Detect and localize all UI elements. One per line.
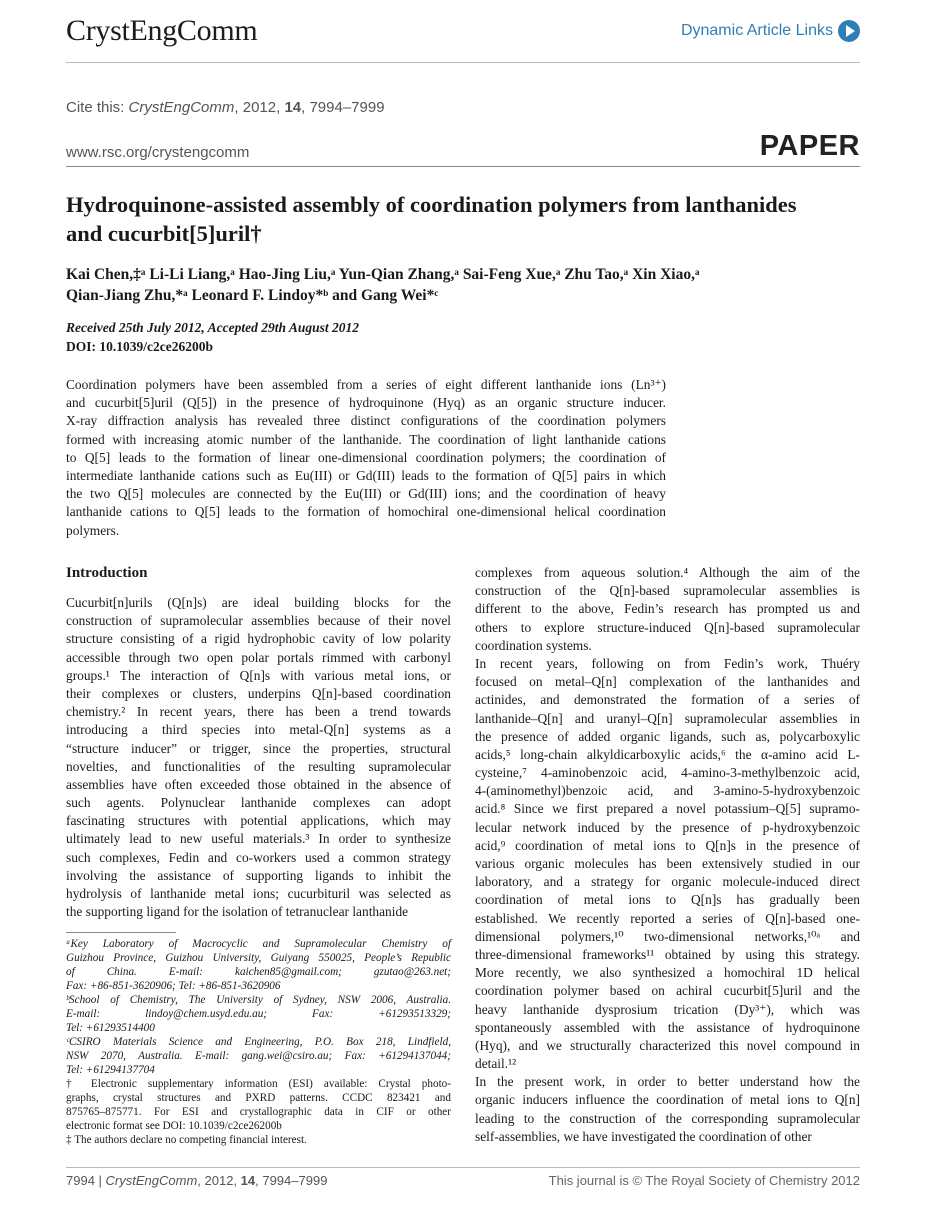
footnote-line: electronic format see DOI: 10.1039/c2ce26200b [66,1120,282,1132]
footnote-line: ‡ The authors declare no competing financial interest. [66,1134,307,1146]
body-line: three-dimensional frameworks¹¹ obtained by using this strategy. [475,946,860,962]
abstract-line: intermediate lanthanide cations such as Eu(III) or Gd(III) leads to the formation of Q[5] pairs in which [66,468,666,484]
footnote-line: Guizhou Province, Guizhou University, Guiyang 550025, People’s Republic [66,952,451,964]
body-line: More recently, we also synthesized a homochiral 1D helical [475,965,860,981]
body-line: cysteine,⁷ 4-aminobenzoic acid, 4-amino-3-methylbenzoic acid, [475,765,860,781]
title-line-2: and cucurbit[5]uril† [66,221,262,246]
body-line: heavy lanthanide dysprosium trication (Dy³⁺), which was [475,1001,860,1017]
footer-copyright: This journal is © The Royal Society of Chemistry 2012 [548,1173,860,1188]
footer-citation [66,1173,327,1188]
footer-journal: CrystEngComm [105,1173,198,1188]
cite-prefix: Cite this: [66,99,129,116]
received-dates: Received 25th July 2012, Accepted 29th August 2012 [66,320,359,335]
body-line: coordination systems. [475,637,592,653]
footnote-line: Tel: +61294137704 [66,1064,155,1076]
footnote-line: 875765–875771. For ESI and crystallographic data in CIF or other [66,1106,451,1118]
cite-volume: 14 [284,99,302,116]
body-line: involving the assistance of supporting ligands to inhibit the [66,867,451,883]
body-line: complexes from aqueous solution.⁴ Although the aim of the [475,565,860,580]
body-line: self-assemblies, we have investigated the coordination of other [475,1128,812,1144]
body-line: lecular network induced by the presence of p-hydroxybenzoic [475,819,860,835]
journal-name: CrystEngComm [66,14,258,47]
body-line: fascinating structures with potential applications, which may [66,813,451,829]
abstract-line: the two Q[5] molecules are connected by the Eu(III) or Gd(III) ions; and the coordination of heavy [66,486,666,502]
body-line: coordination polymer based on achiral cucurbit[5]uril and the [475,983,860,999]
footer-volume: 14 [240,1173,256,1188]
abstract-line: formed with increasing atomic number of the lanthanide. The coordination of light lanthanide cations [66,431,666,447]
body-line: the supporting ligand for the isolation of tetranuclear lanthanide [66,904,409,920]
body-line: such complexes, Fedin and co-workers used a common strategy [66,849,451,865]
author-list [66,264,846,306]
dynamic-links-label[interactable]: Dynamic Article Links [680,22,833,39]
body-line: organic inducers influence the coordination of metal ions to Q[n] [475,1092,860,1108]
body-line: others to explore structure-induced Q[n]-based supramolecular [475,619,860,635]
authors-line-2: Qian-Jiang Zhu,*ᵃ Leonard F. Lindoy*ᵇ and Gang Wei*ᶜ [66,287,439,304]
body-line: (Hyq), and we structurally characterized this novel compound in [475,1037,860,1053]
header-divider [66,62,860,63]
body-line: acids,⁵ long-chain alkyldicarboxylic acids,⁶ the α-amino acid L- [475,746,860,762]
footnotes [66,937,451,1147]
footer-page: 7994 | [66,1173,106,1188]
citation [66,99,385,116]
body-line: accessible through two open polar portals rimmed with carbonyl [66,649,451,665]
body-line: various organic molecules has been extensively studied in our [475,856,860,871]
footer-divider [66,1167,860,1168]
body-line: structure consisting of a rigid hydrophobic cavity of low polarity [66,631,451,647]
body-line: In the present work, in order to better understand how the [475,1074,860,1090]
doi[interactable]: DOI: 10.1039/c2ce26200b [66,339,213,354]
body-column-right [475,564,860,1146]
body-line: coordination of metal ions to Q[n]s has gradually been [475,892,860,908]
body-line: acid.⁸ Since we first prepared a novel potassium–Q[5] supramo- [475,801,860,817]
footnote-line: E-mail: lindoy@chem.usyd.edu.au; Fax: +61293513329; [66,1008,451,1020]
footnote-line: † Electronic supplementary information (ESI) available: Crystal photo- [66,1078,451,1090]
body-line: their complexes or clusters, underpins Q[n]-based coordination [66,685,451,701]
body-line: construction of the Q[n]-based supramolecular assemblies is [475,583,860,599]
body-line: “structure inducer” or trigger, since the properties, structural [66,740,451,756]
cite-year: , 2012, [234,99,285,116]
body-line: laboratory, and a strategy for organic molecule-induced direct [475,874,860,890]
dynamic-article-links[interactable] [681,20,860,42]
body-line: lanthanide–Q[n] and uranyl–Q[n] supramolecular assemblies in [475,710,860,726]
footnote-line: ᵇSchool of Chemistry, The University of Sydney, NSW 2006, Australia. [66,994,451,1006]
cite-pages: , 7994–7999 [301,99,385,116]
body-line: Cucurbit[n]urils (Q[n]s) are ideal building blocks for the [66,595,451,610]
abstract-line: and cucurbit[5]uril (Q[5]) in the presence of hydroquinone (Hyq) as an organic structure inducer. [66,395,666,411]
footnote-divider [66,932,176,933]
footnote-line: ᶜCSIRO Materials Science and Engineering, P.O. Box 218, Lindfield, [66,1036,451,1048]
body-line: acid,⁹ coordination of metal ions to Q[n]s in the presence of [475,837,860,853]
body-line: spontaneously assembled with the assistance of hydroquinone [475,1019,860,1035]
abstract-line: lanthanide cations to Q[5] leads to the formation of homochiral one-dimensional helical coordination [66,504,666,520]
body-line: leading to the construction of the corresponding supramolecular [475,1110,860,1126]
body-line: the presence of added organic ligands, such as, polycarboxylic [475,728,860,744]
body-line: different to the above, Fedin’s research has prompted us and [475,601,860,617]
body-line: hydrolysis of lanthanide metal ions; cucurbituril was selected as [66,886,451,901]
body-line: such agents. Polynuclear lanthanide complexes can adopt [66,795,451,811]
footnote-line: graphs, crystal structures and PXRD patterns. CCDC 823421 and [66,1092,451,1104]
cite-journal: CrystEngComm [128,99,235,116]
body-line: actinides, and demonstrated the formation of a series of [475,692,860,708]
body-line: established. We recently reported a series of Q[n]-based one- [475,910,860,926]
footnote-line: NSW 2070, Australia. E-mail: gang.wei@csiro.au; Fax: +61294137044; [66,1050,451,1062]
body-line: In recent years, following on from Fedin’s work, Thuéry [475,655,860,671]
body-line: introducing a third species into metal-Q[n] systems as a [66,722,451,738]
abstract-line: polymers. [66,522,120,538]
footnote-line: Fax: +86-851-3620906; Tel: +86-851-3620906 [66,980,281,992]
section-heading-introduction: Introduction [66,565,148,581]
authors-line-1: Kai Chen,‡ᵃ Li-Li Liang,ᵃ Hao-Jing Liu,ᵃ Yun-Qian Zhang,ᵃ Sai-Feng Xue,ᵃ Zhu Tao,ᵃ Xin Xiao,ᵃ [66,266,700,283]
abstract-line: Coordination polymers have been assembled from a series of eight different lanthanide ions (Ln³⁺) [66,377,666,392]
play-arrow-icon[interactable] [838,20,860,42]
body-line: chemistry.² In recent years, there has been a trend towards [66,704,451,720]
body-line: groups.¹ The interaction of Q[n]s with various metal ions, or [66,667,451,683]
footer-pages: , 7994–7999 [255,1173,328,1188]
article-title [66,190,866,248]
footnote-line: Tel: +61293514400 [66,1022,155,1034]
body-column-left [66,594,451,921]
abstract-line: to Q[5] leads to the formation of linear one-dimensional coordination polymers; the coordination of [66,449,666,465]
body-line: construction of supramolecular assemblies because of their novel [66,613,451,629]
body-line: dimensional polymers,¹⁰ two-dimensional networks,¹⁰ᵃ and [475,928,860,944]
body-line: assemblies have often exceeded those obtained in the absence of [66,776,451,792]
footnote-line: of China. E-mail: kaichen85@gmail.com; gzutao@263.net; [66,966,451,978]
body-line: 4-(aminomethyl)benzoic acid, and 3-amino-5-hydroxybenzoic [475,783,860,799]
abstract-line: X-ray diffraction analysis has revealed three distinct configurations of the coordination polymers [66,413,666,429]
abstract [66,376,666,540]
paper-type-label: PAPER [759,130,860,162]
footer-year: , 2012, [197,1173,241,1188]
footnote-line: ᵃKey Laboratory of Macrocyclic and Supramolecular Chemistry of [66,938,451,950]
body-line: focused on metal–Q[n] complexation of the lanthanides and [475,674,860,690]
body-line: novelties, and functionalities of the resulting supramolecular [66,758,451,774]
body-line: detail.¹² [475,1056,517,1072]
body-line: ultimately lead to new useful materials.³ In order to synthesize [66,831,451,847]
title-divider [66,166,860,167]
title-line-1: Hydroquinone-assisted assembly of coordination polymers from lanthanides [66,192,797,217]
journal-url[interactable]: www.rsc.org/crystengcomm [66,144,250,161]
